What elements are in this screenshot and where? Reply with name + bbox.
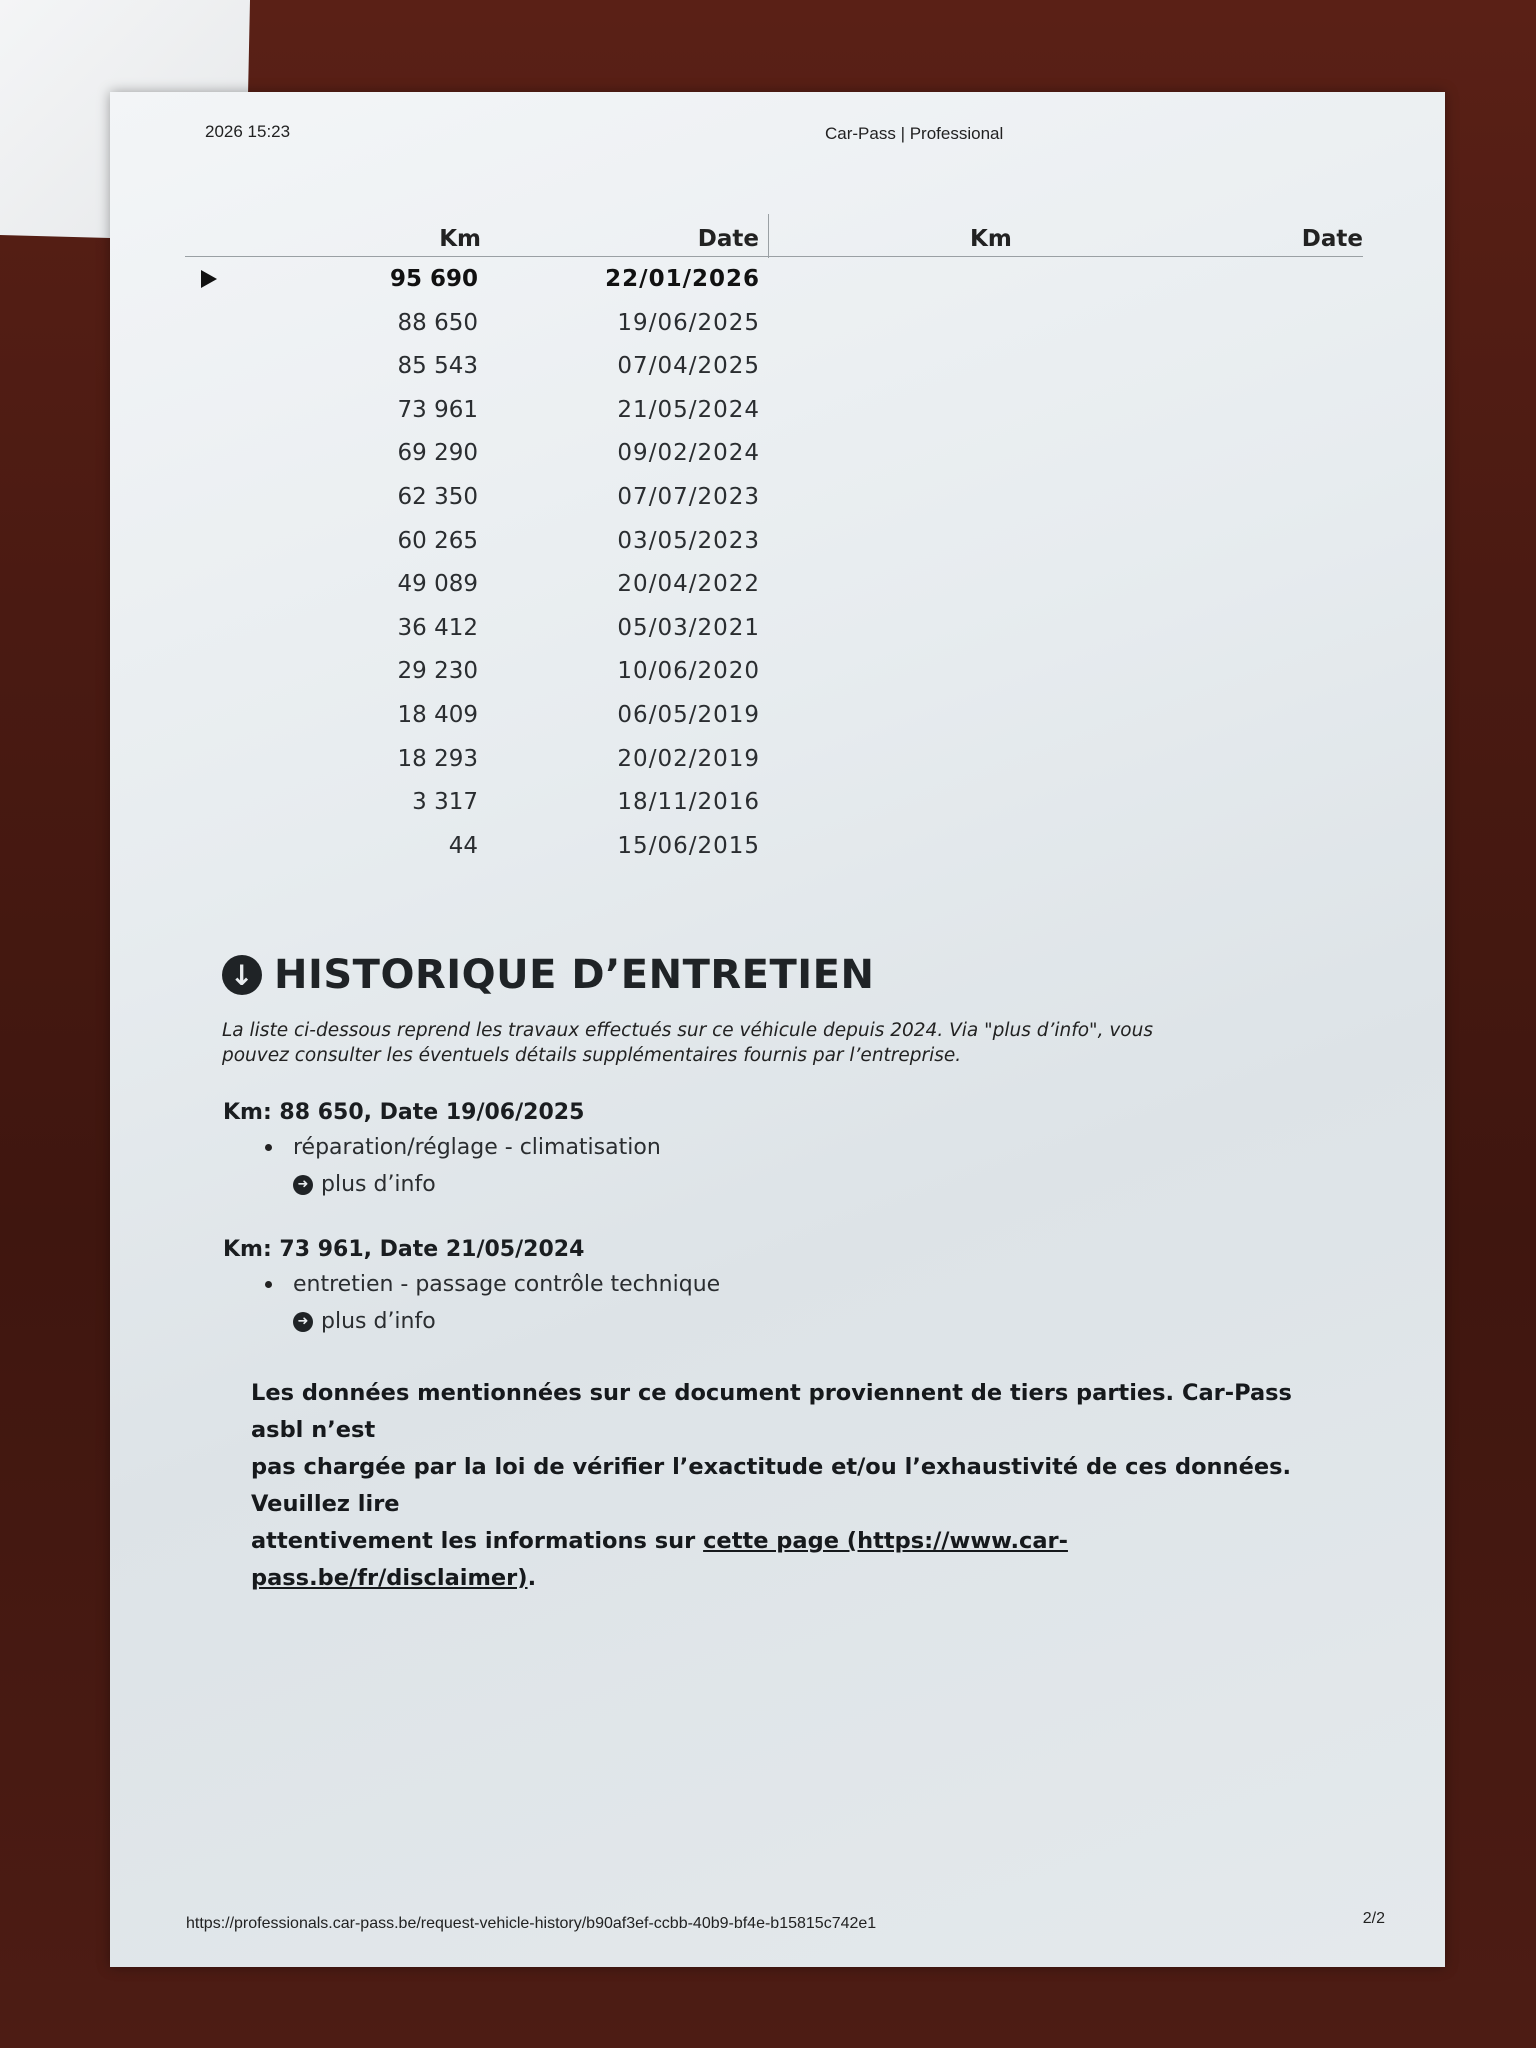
header-km-left: Km	[439, 226, 481, 252]
row-date: 10/06/2020	[617, 658, 760, 685]
intro-line: La liste ci-dessous reprend les travaux effectués sur ce véhicule depuis 2024. Via "plus d’info", vous	[222, 1020, 1153, 1041]
row-km: 85 543	[397, 353, 478, 380]
maintenance-intro	[222, 1018, 1202, 1068]
disclaimer-line: Les données mentionnées sur ce document proviennent de tiers parties. Car-Pass asbl n’est	[251, 1380, 1292, 1443]
page-number: 2/2	[1362, 1910, 1385, 1927]
table-row	[185, 693, 1363, 737]
row-km: 18 409	[397, 701, 478, 728]
table-row	[185, 431, 1363, 475]
disclaimer-end: .	[527, 1565, 537, 1591]
more-info-link[interactable]	[293, 1172, 1223, 1197]
table-row	[185, 301, 1363, 345]
arrow-right-circle-icon: ➜	[293, 1312, 313, 1332]
row-date: 03/05/2023	[617, 527, 760, 554]
disclaimer-line: pas chargée par la loi de vérifier l’exactitude et/ou l’exhaustivité de ces données. Veuillez lire	[251, 1454, 1292, 1517]
row-km: 49 089	[397, 571, 478, 598]
row-date: 07/04/2025	[617, 353, 760, 380]
header-date-right: Date	[1301, 226, 1363, 252]
row-km: 69 290	[397, 440, 478, 467]
entry-item	[223, 1135, 1223, 1160]
table-row	[185, 475, 1363, 519]
maintenance-entry	[223, 1100, 1223, 1197]
row-date: 15/06/2015	[617, 832, 760, 859]
print-header	[205, 122, 1365, 144]
row-km: 18 293	[397, 745, 478, 772]
row-date: 21/05/2024	[617, 396, 760, 423]
table-row	[185, 649, 1363, 693]
table-row-current	[185, 257, 1363, 301]
row-km: 88 650	[397, 309, 478, 336]
table-row	[185, 606, 1363, 650]
bullet-icon	[265, 1144, 272, 1151]
maintenance-entry	[223, 1237, 1223, 1334]
odometer-table	[185, 214, 1363, 867]
maintenance-title-text: HISTORIQUE D’ENTRETIEN	[274, 952, 875, 998]
row-date: 18/11/2016	[617, 789, 760, 816]
row-date: 07/07/2023	[617, 483, 760, 510]
row-km: 95 690	[389, 266, 478, 292]
more-info-label: plus d’info	[321, 1309, 436, 1334]
entry-heading: Km: 73 961, Date 21/05/2024	[223, 1237, 585, 1262]
column-divider	[768, 214, 769, 258]
row-date: 22/01/2026	[605, 266, 760, 292]
header-km-right: Km	[970, 226, 1012, 252]
row-date: 09/02/2024	[617, 440, 760, 467]
row-km: 44	[448, 832, 478, 859]
row-date: 05/03/2021	[617, 614, 760, 641]
table-row	[185, 344, 1363, 388]
row-date: 06/05/2019	[617, 701, 760, 728]
disclaimer-text: attentivement les informations sur	[251, 1528, 704, 1554]
row-km: 60 265	[397, 527, 478, 554]
disclaimer-link[interactable]: cette page (https://www.car-pass.be/fr/disclaimer)	[251, 1528, 1068, 1591]
row-date: 19/06/2025	[617, 309, 760, 336]
row-km: 3 317	[412, 789, 478, 816]
entry-item-text: réparation/réglage - climatisation	[293, 1135, 661, 1160]
more-info-link[interactable]	[293, 1309, 1223, 1334]
table-row	[185, 824, 1363, 868]
entry-heading: Km: 88 650, Date 19/06/2025	[223, 1100, 585, 1125]
row-km: 73 961	[397, 396, 478, 423]
table-header	[185, 214, 1363, 257]
disclaimer-line	[251, 1523, 1351, 1597]
maintenance-section-title[interactable]	[222, 952, 874, 998]
row-km: 36 412	[397, 614, 478, 641]
more-info-label: plus d’info	[321, 1172, 436, 1197]
table-row	[185, 780, 1363, 824]
print-url: https://professionals.car-pass.be/request-vehicle-history/b90af3ef-ccbb-40b9-bf4e-b15815c742e1	[186, 1915, 877, 1932]
bullet-icon	[265, 1281, 272, 1288]
document-page	[110, 92, 1445, 1967]
intro-line: pouvez consulter les éventuels détails supplémentaires fournis par l’entreprise.	[222, 1045, 962, 1066]
disclaimer	[251, 1375, 1351, 1597]
entry-item	[223, 1272, 1223, 1297]
table-row	[185, 737, 1363, 781]
table-row	[185, 519, 1363, 563]
row-date: 20/02/2019	[617, 745, 760, 772]
table-row	[185, 388, 1363, 432]
row-km: 29 230	[397, 658, 478, 685]
table-row	[185, 562, 1363, 606]
arrow-right-circle-icon: ➜	[293, 1175, 313, 1195]
header-date-left: Date	[697, 226, 759, 252]
entry-item-text: entretien - passage contrôle technique	[293, 1272, 721, 1297]
row-date: 20/04/2022	[617, 571, 760, 598]
current-row-marker-icon	[201, 270, 217, 288]
row-km: 62 350	[397, 483, 478, 510]
print-datetime: 2026 15:23	[205, 122, 291, 141]
arrow-down-circle-icon: ↓	[222, 955, 262, 995]
print-site-title: Car-Pass | Professional	[825, 124, 1004, 143]
